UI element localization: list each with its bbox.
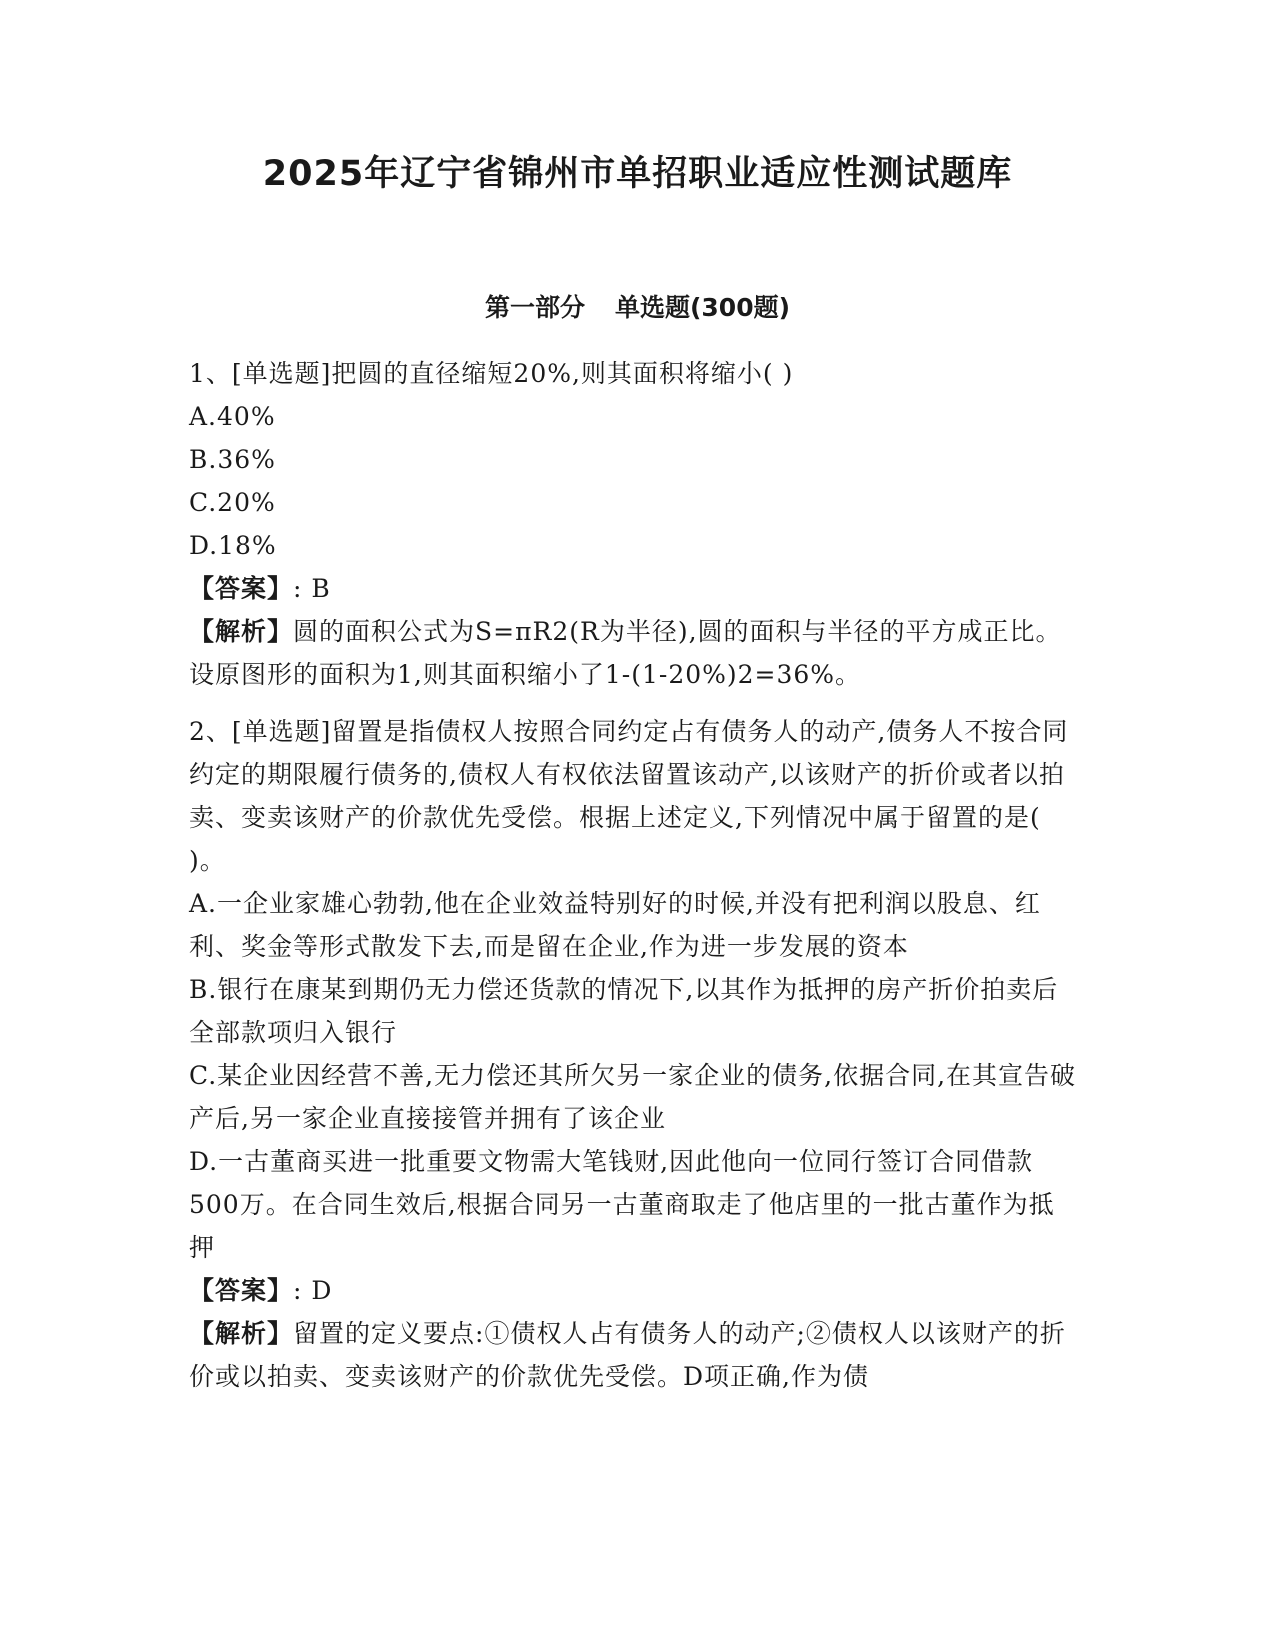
answer-value: : B — [293, 574, 331, 603]
question-list — [189, 352, 1079, 1412]
answer-line — [189, 1269, 1079, 1312]
answer-label: 【答案】 — [189, 574, 294, 603]
analysis-line — [189, 1312, 1079, 1398]
question-item — [189, 710, 1079, 1398]
answer-value: : D — [293, 1276, 333, 1305]
question-stem: 2、[单选题]留置是指债权人按照合同约定占有债务人的动产,债务人不按合同约定的期限履行债务的,债权人有权依法留置该动产,以该财产的折价或者以拍卖、变卖该财产的价款优先受偿。根据上述定义,下列情况中属于留置的是( )。 — [189, 717, 1069, 875]
analysis-line — [189, 610, 1079, 696]
option-a: A.40% — [189, 402, 276, 431]
document-title: 2025年辽宁省锦州市单招职业适应性测试题库 — [262, 154, 1013, 194]
option-a: A.一企业家雄心勃勃,他在企业效益特别好的时候,并没有把利润以股息、红利、奖金等形式散发下去,而是留在企业,作为进一步发展的资本 — [189, 889, 1041, 961]
analysis-label: 【解析】 — [189, 1319, 294, 1348]
option-c: C.20% — [189, 488, 276, 517]
section-title — [0, 290, 1275, 326]
answer-label: 【答案】 — [189, 1276, 294, 1305]
analysis-text: 留置的定义要点:①债权人占有债务人的动产;②债权人以该财产的折价或以拍卖、变卖该财产的价款优先受偿。D项正确,作为债 — [189, 1319, 1066, 1391]
option-d: D.一古董商买进一批重要文物需大笔钱财,因此他向一位同行签订合同借款500万。在合同生效后,根据合同另一古董商取走了他店里的一批古董作为抵押 — [189, 1147, 1055, 1262]
option-b: B.银行在康某到期仍无力偿还货款的情况下,以其作为抵押的房产折价拍卖后全部款项归入银行 — [189, 975, 1059, 1047]
question-item — [189, 352, 1079, 696]
option-c: C.某企业因经营不善,无力偿还其所欠另一家企业的债务,依据合同,在其宣告破产后,另一家企业直接接管并拥有了该企业 — [189, 1061, 1077, 1133]
analysis-label: 【解析】 — [189, 617, 294, 646]
option-b: B.36% — [189, 445, 276, 474]
section-name: 单选题(300题) — [614, 293, 791, 322]
section-part: 第一部分 — [484, 293, 585, 322]
question-stem: 1、[单选题]把圆的直径缩短20%,则其面积将缩小( ) — [189, 359, 794, 388]
analysis-text: 圆的面积公式为S=πR2(R为半径),圆的面积与半径的平方成正比。设原图形的面积为1,则其面积缩小了1-(1-20%)2=36%。 — [189, 617, 1062, 689]
option-d: D.18% — [189, 531, 277, 560]
answer-line — [189, 567, 1079, 610]
